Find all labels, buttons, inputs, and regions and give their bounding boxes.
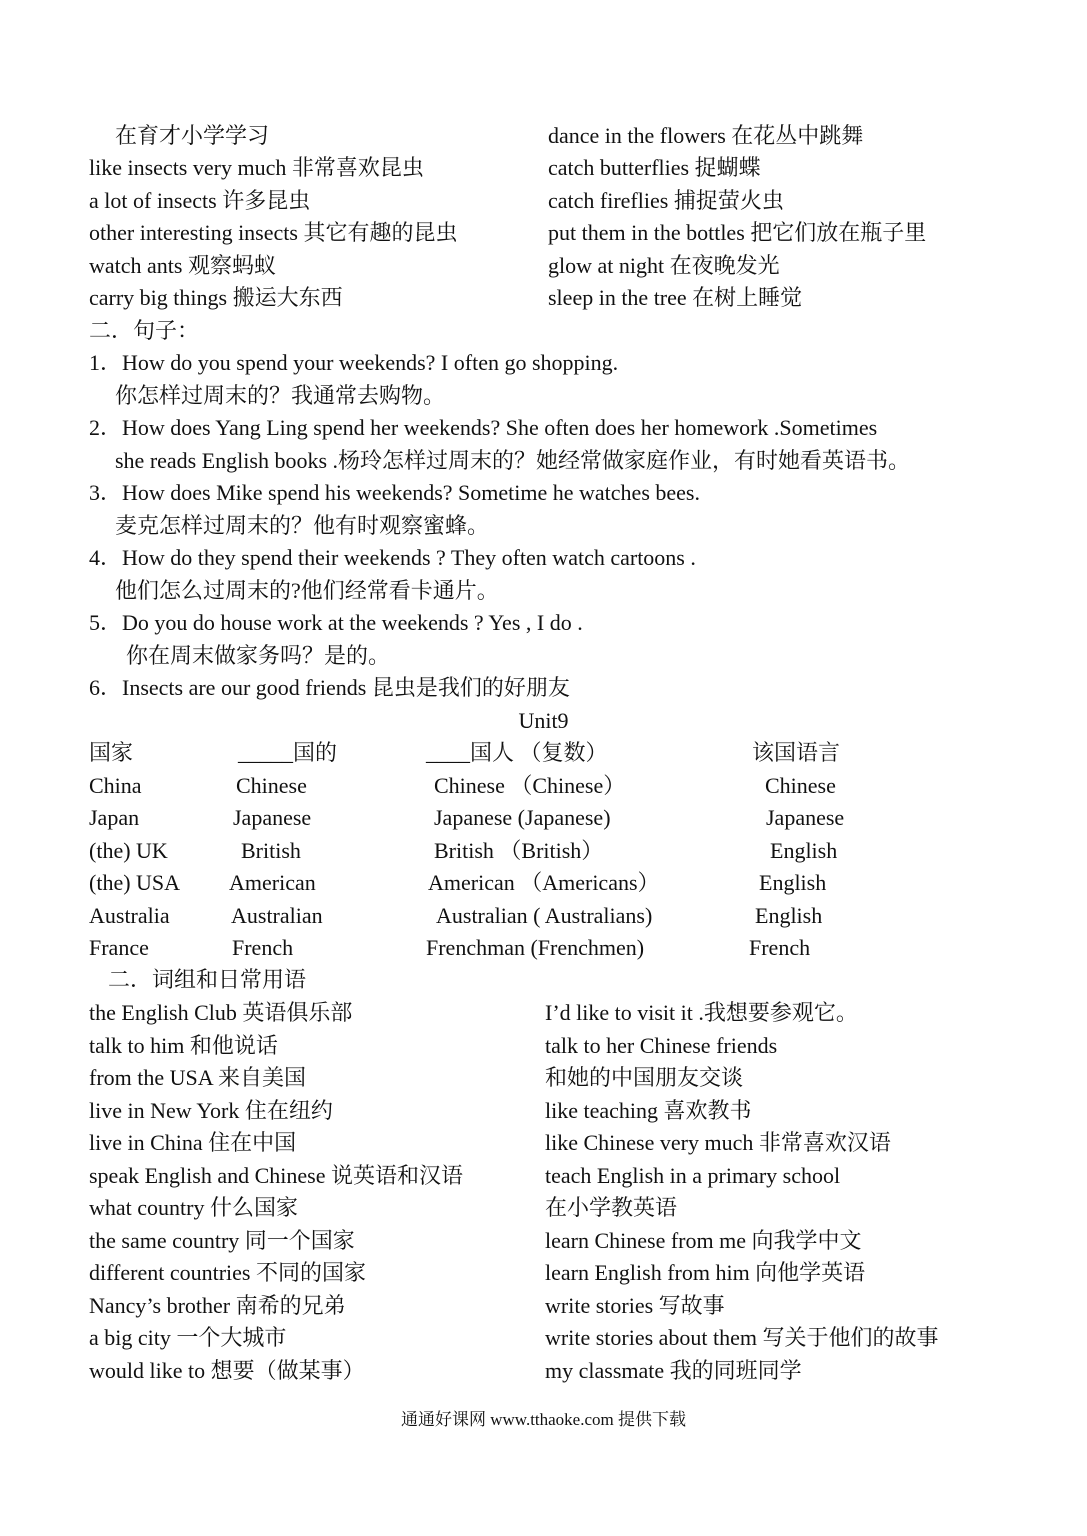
table-cell-adjective: French	[232, 935, 294, 960]
vocab-left-item: 在育才小学学习	[115, 123, 270, 148]
phrase-left-item: talk to him 和他说话	[89, 1033, 278, 1058]
table-cell-country: (the) USA	[89, 870, 181, 895]
sentence-line: 2．How does Yang Ling spend her weekends? She often does her homework .Sometimes	[89, 415, 878, 440]
phrase-left-item: Nancy’s brother 南希的兄弟	[89, 1293, 346, 1318]
phrase-right-item: 和她的中国朋友交谈	[545, 1065, 744, 1090]
sentence-translation: 你在周末做家务吗？是的。	[126, 643, 391, 668]
table-cell-language: Japanese	[766, 805, 845, 830]
table-cell-language: English	[759, 870, 827, 895]
table-cell-country: Japan	[89, 805, 140, 830]
vocab-right-item: dance in the flowers 在花丛中跳舞	[548, 123, 864, 148]
vocab-right-item: glow at night 在夜晚发光	[548, 253, 780, 278]
table-cell-adjective: American	[229, 870, 316, 895]
phrase-left-item: from the USA 来自美国	[89, 1065, 306, 1090]
sentence-line: 1．How do you spend your weekends? I often go shopping.	[89, 350, 619, 375]
page-footer: 通通好课网 www.tthaoke.com 提供下载	[400, 1410, 687, 1429]
vocab-left-item: a lot of insects 许多昆虫	[89, 188, 311, 213]
table-cell-adjective: Chinese	[236, 773, 307, 798]
phrase-right-item: learn Chinese from me 向我学中文	[545, 1228, 862, 1253]
phrase-right-item: learn English from him 向他学英语	[545, 1260, 866, 1285]
phrase-right-item: my classmate 我的同班同学	[545, 1358, 802, 1383]
table-cell-people: British （British）	[434, 838, 604, 863]
phrase-right-item: teach English in a primary school	[545, 1163, 841, 1188]
sentence-line: 6．Insects are our good friends 昆虫是我们的好朋友	[89, 675, 570, 700]
phrase-left-item: what country 什么国家	[89, 1195, 298, 1220]
phrase-right-item: write stories about them 写关于他们的故事	[545, 1325, 939, 1350]
sentence-line: 3．How does Mike spend his weekends? Sometime he watches bees.	[89, 480, 700, 505]
phrase-left-item: would like to 想要（做某事）	[89, 1358, 365, 1383]
phrase-left-item: a big city 一个大城市	[89, 1325, 287, 1350]
sentence-line: 5．Do you do house work at the weekends ? Yes , I do .	[89, 610, 583, 635]
unit-title: Unit9	[518, 708, 569, 733]
table-cell-country: China	[89, 773, 142, 798]
sentence-line: 4．How do they spend their weekends ? They often watch cartoons .	[89, 545, 696, 570]
table-cell-country: Australia	[89, 903, 170, 928]
table-cell-adjective: British	[241, 838, 301, 863]
sentence-translation: she reads English books .杨玲怎样过周末的？她经常做家庭作业，有时她看英语书。	[115, 448, 911, 473]
vocab-left-item: watch ants 观察蚂蚁	[89, 253, 276, 278]
vocab-left-item: like insects very much 非常喜欢昆虫	[89, 155, 424, 180]
phrase-left-item: the same country 同一个国家	[89, 1228, 355, 1253]
vocab-right-item: catch fireflies 捕捉萤火虫	[548, 188, 784, 213]
vocab-right-item: put them in the bottles 把它们放在瓶子里	[548, 220, 927, 245]
phrase-left-item: the English Club 英语俱乐部	[89, 1000, 353, 1025]
phrase-right-item: 在小学教英语	[545, 1195, 678, 1220]
table-cell-language: English	[755, 903, 823, 928]
table-header: 该国语言	[752, 740, 841, 765]
table-cell-language: English	[770, 838, 838, 863]
table-cell-country: France	[89, 935, 149, 960]
table-cell-country: (the) UK	[89, 838, 168, 863]
sentence-translation: 你怎样过周末的？我通常去购物。	[115, 383, 446, 408]
vocab-left-item: other interesting insects 其它有趣的昆虫	[89, 220, 458, 245]
table-cell-adjective: Australian	[231, 903, 323, 928]
table-header: _____国的	[238, 740, 338, 765]
table-cell-people: Australian ( Australians)	[436, 903, 653, 928]
phrase-right-item: like teaching 喜欢教书	[545, 1098, 752, 1123]
table-cell-language: Chinese	[765, 773, 836, 798]
phrase-right-item: talk to her Chinese friends	[545, 1033, 778, 1058]
vocab-left-item: carry big things 搬运大东西	[89, 285, 343, 310]
phrase-right-item: like Chinese very much 非常喜欢汉语	[545, 1130, 891, 1155]
phrase-left-item: live in China 住在中国	[89, 1130, 297, 1155]
phrase-left-item: different countries 不同的国家	[89, 1260, 366, 1285]
table-cell-people: Frenchman (Frenchmen)	[426, 935, 645, 960]
phrase-left-item: live in New York 住在纽约	[89, 1098, 333, 1123]
vocab-right-item: sleep in the tree 在树上睡觉	[548, 285, 803, 310]
phrases-heading: 二．词组和日常用语	[108, 967, 307, 992]
table-header: ____国人 （复数）	[426, 740, 608, 765]
phrase-right-item: write stories 写故事	[545, 1293, 725, 1318]
sentence-translation: 麦克怎样过周末的？他有时观察蜜蜂。	[115, 513, 490, 538]
table-cell-people: Japanese (Japanese)	[434, 805, 611, 830]
table-cell-language: French	[749, 935, 811, 960]
sentence-translation: 他们怎么过周末的?他们经常看卡通片。	[115, 578, 499, 603]
table-cell-people: American （Americans）	[428, 870, 660, 895]
phrase-right-item: I’d like to visit it .我想要参观它。	[545, 1000, 858, 1025]
phrase-left-item: speak English and Chinese 说英语和汉语	[89, 1163, 463, 1188]
vocab-right-item: catch butterflies 捉蝴蝶	[548, 155, 761, 180]
table-cell-adjective: Japanese	[233, 805, 312, 830]
sentences-heading: 二．句子：	[89, 318, 200, 343]
table-cell-people: Chinese （Chinese）	[434, 773, 626, 798]
table-header: 国家	[89, 740, 134, 765]
